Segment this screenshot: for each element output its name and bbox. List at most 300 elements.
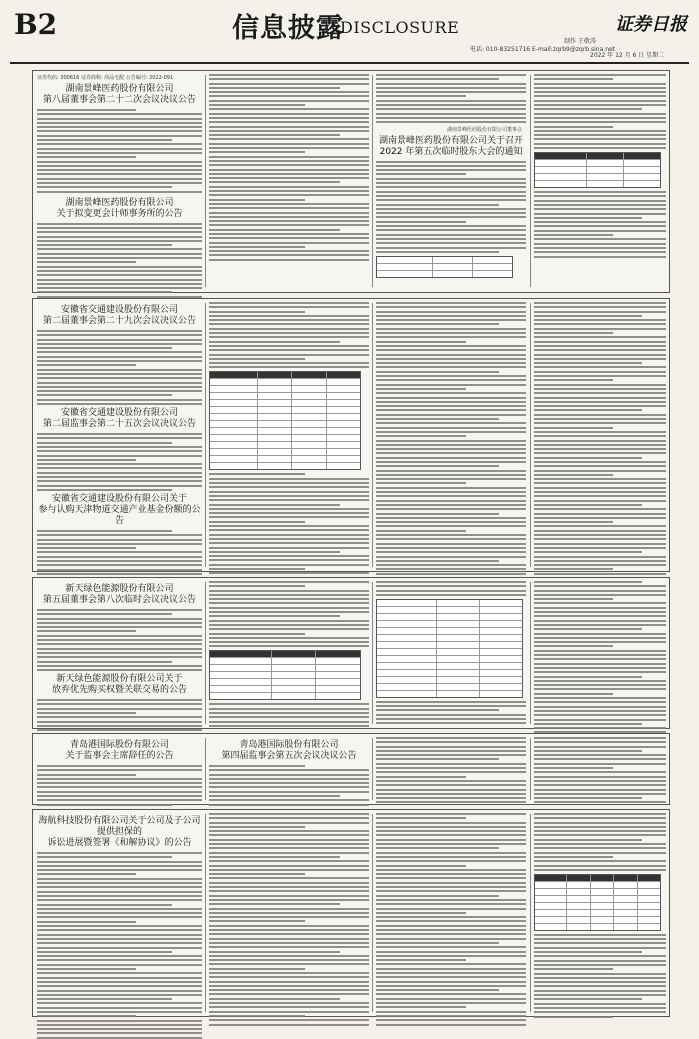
table-row	[535, 181, 660, 187]
text-line	[376, 521, 526, 523]
column	[209, 737, 369, 802]
header-rule	[10, 62, 689, 64]
section-title-english: DISCLOSURE	[340, 18, 460, 37]
table-row	[210, 407, 360, 414]
table-cell	[377, 635, 437, 641]
text-line	[534, 607, 666, 609]
text-line	[37, 656, 202, 658]
text-line	[534, 504, 642, 506]
column	[37, 581, 202, 726]
text-line	[376, 1006, 466, 1008]
text-line	[209, 620, 369, 622]
text-line	[209, 817, 369, 819]
text-line	[376, 568, 526, 570]
text-line	[376, 547, 526, 549]
text-line	[37, 873, 136, 875]
text-line	[534, 968, 613, 970]
text-line	[209, 100, 369, 102]
text-line	[209, 852, 369, 854]
data-table	[534, 874, 661, 931]
table-cell	[210, 456, 258, 462]
text-line	[376, 392, 526, 394]
text-line	[534, 843, 666, 845]
text-line	[534, 737, 666, 739]
text-line	[534, 590, 666, 592]
text-line	[209, 804, 369, 806]
table-cell	[258, 379, 292, 385]
table-cell	[327, 407, 360, 413]
text-line	[209, 856, 340, 858]
text-line	[376, 534, 526, 536]
text-line	[209, 598, 369, 600]
text-line	[534, 444, 666, 446]
text-line	[209, 491, 369, 493]
table-row	[377, 614, 522, 621]
text-line	[37, 569, 202, 571]
text-line	[37, 925, 202, 927]
table-cell	[624, 160, 660, 166]
text-line	[534, 598, 613, 600]
text-line	[534, 104, 666, 106]
announcement-subject: 关于监事会主席辞任的公告	[65, 751, 174, 761]
table-cell	[292, 393, 326, 399]
text-line	[376, 942, 499, 944]
table-cell	[292, 428, 326, 434]
text-line	[534, 195, 666, 197]
text-line	[376, 332, 526, 334]
body-text	[209, 302, 369, 368]
text-line	[534, 789, 666, 791]
text-line	[534, 758, 666, 760]
text-line	[376, 388, 466, 390]
table-row	[377, 663, 522, 670]
text-line	[534, 817, 666, 819]
table-cell	[591, 889, 614, 895]
text-line	[37, 990, 202, 992]
table-cell	[377, 663, 437, 669]
table-cell	[272, 672, 317, 678]
column	[376, 302, 526, 568]
text-line	[534, 543, 666, 545]
table-cell	[377, 257, 433, 263]
table-cell	[614, 875, 637, 881]
text-line	[534, 538, 666, 540]
text-line	[209, 1019, 369, 1021]
text-line	[37, 118, 202, 120]
text-line	[534, 452, 666, 454]
body-text	[376, 161, 526, 253]
text-line	[534, 801, 666, 803]
announcement-title	[37, 816, 202, 849]
text-line	[534, 108, 642, 110]
table-row	[377, 600, 522, 607]
table-cell	[327, 393, 360, 399]
table-row	[210, 686, 360, 693]
text-line	[209, 362, 369, 364]
text-line	[534, 615, 666, 617]
text-line	[37, 152, 202, 154]
text-line	[37, 113, 202, 115]
text-line	[376, 741, 526, 743]
text-line	[209, 547, 369, 549]
text-line	[37, 998, 172, 1000]
text-line	[209, 769, 369, 771]
panel-qingdao-port	[32, 733, 670, 805]
table-row	[210, 386, 360, 393]
text-line	[37, 1002, 202, 1004]
text-line	[534, 474, 613, 476]
table-cell	[258, 372, 292, 378]
text-line	[376, 409, 526, 411]
text-line	[209, 203, 369, 205]
text-line	[376, 998, 526, 1000]
text-line	[209, 559, 369, 561]
text-line	[209, 126, 369, 128]
text-line	[534, 839, 642, 841]
table-cell	[433, 264, 473, 270]
text-line	[534, 822, 666, 824]
text-line	[534, 366, 666, 368]
text-line	[37, 618, 202, 620]
text-line	[534, 990, 666, 992]
announcement-title	[37, 674, 202, 696]
text-line	[534, 534, 666, 536]
text-line	[209, 302, 369, 304]
text-line	[376, 401, 526, 403]
text-line	[37, 446, 202, 448]
text-line	[376, 1011, 526, 1013]
text-line	[37, 261, 136, 263]
text-line	[209, 516, 369, 518]
text-line	[209, 1002, 369, 1004]
company-name: 湖南景峰医药股份有限公司	[65, 197, 174, 208]
text-line	[209, 869, 369, 871]
table-cell	[292, 442, 326, 448]
text-line	[534, 354, 666, 356]
text-line	[376, 422, 526, 424]
table-cell	[377, 670, 437, 676]
body-text	[534, 191, 666, 257]
text-line	[37, 126, 202, 128]
text-line	[209, 306, 369, 308]
text-line	[209, 786, 369, 788]
text-line	[209, 91, 369, 93]
body-text	[37, 109, 202, 193]
text-line	[209, 813, 369, 815]
text-line	[376, 890, 526, 892]
text-line	[209, 633, 305, 635]
text-line	[534, 345, 666, 347]
text-line	[209, 778, 369, 780]
text-line	[534, 427, 613, 429]
table-cell	[614, 910, 637, 916]
table-cell	[210, 379, 258, 385]
text-line	[37, 489, 172, 491]
text-line	[534, 83, 666, 85]
text-line	[376, 1019, 526, 1021]
table-cell	[377, 614, 437, 620]
text-line	[376, 830, 526, 832]
text-line	[37, 994, 202, 996]
table-cell	[292, 379, 326, 385]
text-line	[209, 822, 369, 824]
column	[376, 74, 526, 289]
text-line	[209, 703, 369, 705]
body-text	[376, 74, 526, 123]
text-line	[376, 1015, 526, 1017]
table-cell	[591, 875, 614, 881]
table-row	[377, 621, 522, 628]
table-cell	[437, 614, 480, 620]
text-line	[376, 801, 526, 803]
table-row	[535, 917, 660, 924]
text-line	[37, 109, 136, 111]
text-line	[534, 1007, 666, 1009]
table-cell	[258, 407, 292, 413]
text-line	[534, 319, 666, 321]
table-cell	[535, 910, 567, 916]
table-cell	[614, 924, 637, 930]
text-line	[376, 191, 526, 193]
text-line	[534, 336, 666, 338]
table-cell	[292, 414, 326, 420]
table-cell	[210, 442, 258, 448]
text-line	[209, 830, 369, 832]
column	[534, 581, 666, 726]
text-line	[376, 362, 526, 364]
text-line	[37, 648, 202, 650]
text-line	[376, 495, 526, 497]
text-line	[37, 139, 172, 141]
text-line	[534, 525, 666, 527]
announcement-subject: 放弃优先购买权暨关联交易的公告	[51, 685, 187, 696]
text-line	[209, 328, 369, 330]
body-text	[376, 813, 526, 1026]
text-line	[376, 530, 466, 532]
text-line	[376, 920, 526, 922]
text-line	[209, 499, 369, 501]
table-cell	[535, 153, 587, 159]
text-line	[376, 345, 526, 347]
text-line	[37, 799, 202, 801]
text-line	[376, 877, 526, 879]
text-line	[209, 895, 369, 897]
text-line	[534, 564, 666, 566]
text-line	[534, 487, 666, 489]
body-text	[534, 581, 666, 733]
text-line	[534, 1011, 666, 1013]
text-line	[209, 538, 369, 540]
announcement-title	[376, 136, 526, 158]
column	[534, 302, 666, 568]
text-line	[376, 847, 499, 849]
text-line	[37, 143, 202, 145]
text-line	[37, 364, 136, 366]
text-line	[534, 869, 666, 871]
text-line	[209, 495, 369, 497]
text-line	[376, 793, 526, 795]
text-line	[209, 108, 369, 110]
text-line	[37, 459, 136, 461]
text-line	[534, 556, 666, 558]
text-line	[37, 765, 202, 767]
text-line	[209, 525, 369, 527]
text-line	[534, 200, 666, 202]
text-line	[37, 1020, 202, 1022]
text-line	[209, 177, 369, 179]
body-text	[376, 737, 526, 803]
company-name: 安徽省交通建设股份有限公司关于	[51, 493, 187, 504]
text-line	[209, 873, 305, 875]
table-cell	[292, 407, 326, 413]
table-row	[535, 903, 660, 910]
text-line	[209, 946, 369, 948]
text-line	[534, 508, 666, 510]
text-line	[209, 332, 369, 334]
text-line	[376, 491, 526, 493]
text-line	[37, 1037, 202, 1039]
table-row	[377, 635, 522, 642]
text-line	[37, 1015, 136, 1017]
text-line	[209, 113, 369, 115]
text-line	[376, 452, 526, 454]
text-line	[37, 356, 202, 358]
text-line	[37, 472, 202, 474]
table-cell	[473, 271, 512, 277]
text-line	[534, 568, 613, 570]
text-line	[534, 332, 613, 334]
table-cell	[587, 181, 624, 187]
contact-line: 电话: 010-83251716 E-mail:zqrb9@zqrb.sina.net	[470, 46, 616, 53]
text-line	[376, 247, 526, 249]
text-line	[534, 585, 666, 587]
table-cell	[624, 153, 660, 159]
table-cell	[437, 642, 480, 648]
text-line	[534, 117, 666, 119]
text-line	[37, 721, 202, 723]
text-line	[534, 637, 666, 639]
text-line	[376, 560, 499, 562]
text-line	[534, 495, 666, 497]
text-line	[209, 259, 369, 261]
column	[209, 302, 369, 568]
text-line	[37, 433, 202, 435]
announcement-code: 证券代码: 300616 证券简称: 尚品宅配 公告编号: 2022-091	[37, 75, 174, 81]
text-line	[37, 1024, 202, 1026]
table-cell	[535, 181, 587, 187]
text-line	[37, 899, 202, 901]
text-line	[534, 573, 666, 575]
text-line	[37, 442, 172, 444]
table-cell	[210, 463, 258, 469]
text-line	[376, 199, 526, 201]
table-cell	[292, 463, 326, 469]
table-row	[377, 691, 522, 697]
text-line	[376, 817, 466, 819]
text-line	[37, 534, 202, 536]
text-line	[534, 143, 666, 145]
text-line	[209, 121, 369, 123]
text-line	[534, 645, 613, 647]
announcement-subject: 第八届董事会第二十二次会议决议公告	[42, 95, 196, 105]
text-line	[209, 143, 369, 145]
announcement-title	[209, 740, 369, 762]
table-cell	[638, 903, 660, 909]
table-cell	[210, 372, 258, 378]
table-cell	[480, 600, 522, 606]
table-cell	[638, 875, 660, 881]
table-row	[210, 379, 360, 386]
text-line	[37, 547, 136, 549]
column	[534, 813, 666, 1013]
text-line	[209, 87, 340, 89]
text-line	[37, 360, 202, 362]
text-line	[37, 270, 202, 272]
text-line	[37, 530, 172, 532]
text-line	[209, 478, 369, 480]
text-line	[534, 517, 666, 519]
panel-jingfeng	[32, 70, 670, 293]
text-line	[209, 186, 369, 188]
text-line	[209, 194, 369, 196]
table-cell	[258, 463, 292, 469]
text-line	[209, 233, 369, 235]
announcement-subject: 第五届董事会第八次临时会议决议公告	[42, 595, 196, 605]
text-line	[534, 500, 666, 502]
text-line	[37, 725, 202, 727]
table-cell	[316, 658, 360, 664]
text-line	[534, 349, 666, 351]
text-line	[534, 667, 666, 669]
text-line	[37, 712, 136, 714]
table-cell	[567, 917, 590, 923]
text-line	[209, 615, 340, 617]
text-line	[209, 220, 369, 222]
text-line	[209, 929, 369, 931]
text-line	[534, 323, 666, 325]
text-line	[376, 754, 526, 756]
text-line	[534, 388, 666, 390]
table-cell	[535, 896, 567, 902]
text-line	[376, 95, 466, 97]
table-cell	[258, 421, 292, 427]
table-row	[210, 665, 360, 672]
table-cell	[638, 910, 660, 916]
table-cell	[638, 896, 660, 902]
text-line	[376, 899, 526, 901]
text-line	[376, 319, 526, 321]
text-line	[534, 147, 666, 149]
table-cell	[638, 917, 660, 923]
text-line	[209, 791, 369, 793]
company-name: 安徽省交通建设股份有限公司	[60, 305, 178, 315]
text-line	[209, 925, 369, 927]
text-line	[534, 865, 666, 867]
text-line	[376, 354, 526, 356]
table-cell	[437, 691, 480, 697]
body-text	[209, 703, 369, 726]
text-line	[37, 236, 202, 238]
text-line	[376, 470, 526, 472]
text-line	[37, 951, 172, 953]
text-line	[534, 126, 613, 128]
text-line	[534, 134, 666, 136]
text-line	[534, 964, 666, 966]
text-line	[37, 652, 202, 654]
table-cell	[327, 456, 360, 462]
table-row	[377, 656, 522, 663]
text-line	[209, 611, 369, 613]
